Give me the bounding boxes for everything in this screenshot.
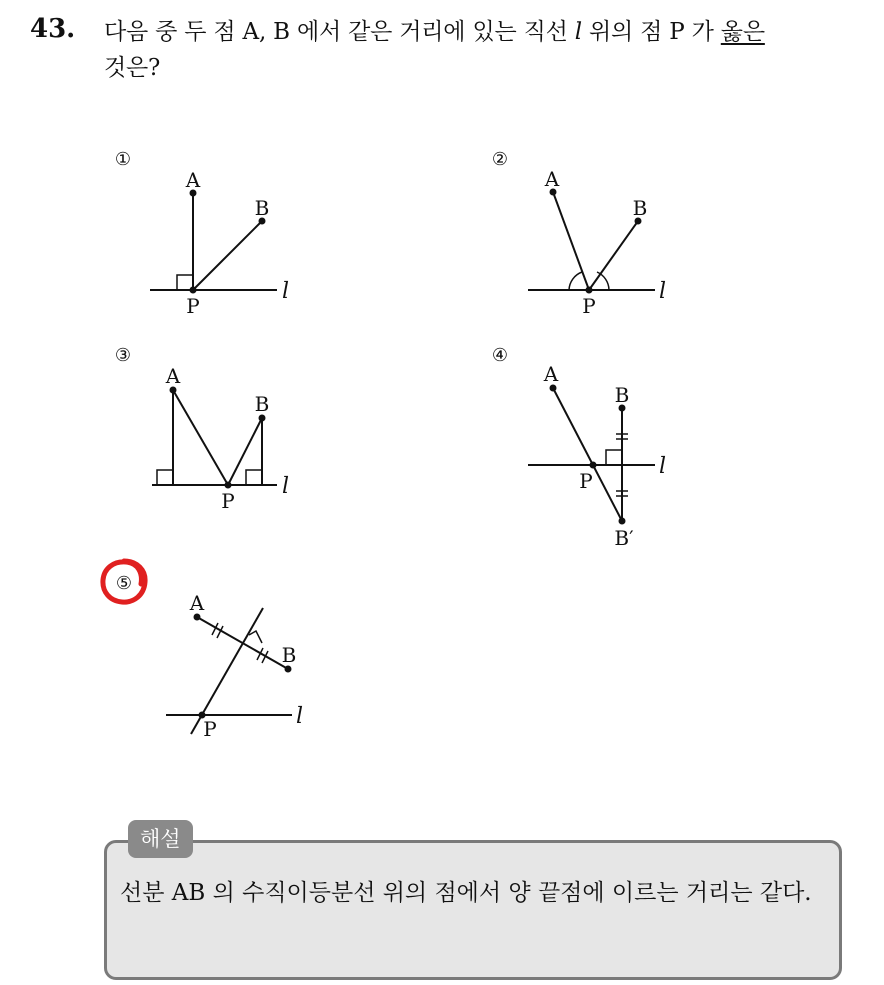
label-a: A (189, 591, 205, 615)
question-text-end: 것은? (104, 55, 161, 81)
explanation-tag: 해설 (128, 820, 193, 858)
label-p: P (582, 294, 596, 318)
label-line: l (296, 704, 304, 729)
question-number: 43. (30, 14, 76, 44)
label-p: P (203, 717, 217, 741)
label-b: B (254, 392, 270, 416)
point-dot (586, 287, 593, 294)
point-dot (619, 518, 626, 525)
label-b: B (632, 196, 648, 220)
label-p: P (186, 294, 200, 318)
label-b: B (254, 196, 270, 220)
option-4-figure[interactable] (528, 388, 655, 521)
question-text-mid: 위의 점 P 가 (581, 19, 721, 45)
option-2-marker[interactable]: ② (491, 149, 509, 170)
label-line: l (659, 454, 667, 479)
option-3-marker[interactable]: ③ (114, 345, 132, 366)
label-p: P (579, 469, 593, 493)
point-dot (590, 462, 597, 469)
point-dot (190, 287, 197, 294)
option-5-marker[interactable]: ⑤ (115, 573, 133, 594)
label-p: P (221, 489, 235, 513)
label-b-prime: B′ (614, 526, 634, 550)
option-4-marker[interactable]: ④ (491, 345, 509, 366)
line-variable: l (574, 19, 582, 45)
label-line: l (282, 279, 290, 304)
option-1-marker[interactable]: ① (114, 149, 132, 170)
label-a: A (543, 362, 559, 386)
label-a: A (185, 168, 201, 192)
point-dot (225, 482, 232, 489)
label-line: l (659, 279, 667, 304)
label-a: A (544, 167, 560, 191)
question-text-main: 다음 중 두 점 A, B 에서 같은 거리에 있는 직선 (104, 19, 575, 45)
label-b: B (281, 643, 297, 667)
underlined-word: 옳은 (720, 19, 765, 45)
label-b: B (614, 383, 630, 407)
label-a: A (165, 364, 181, 388)
option-5-figure[interactable] (166, 608, 292, 734)
label-line: l (282, 474, 290, 499)
explanation-text: 선분 AB 의 수직이등분선 위의 점에서 양 끝점에 이르는 거리는 같다. (120, 880, 812, 906)
